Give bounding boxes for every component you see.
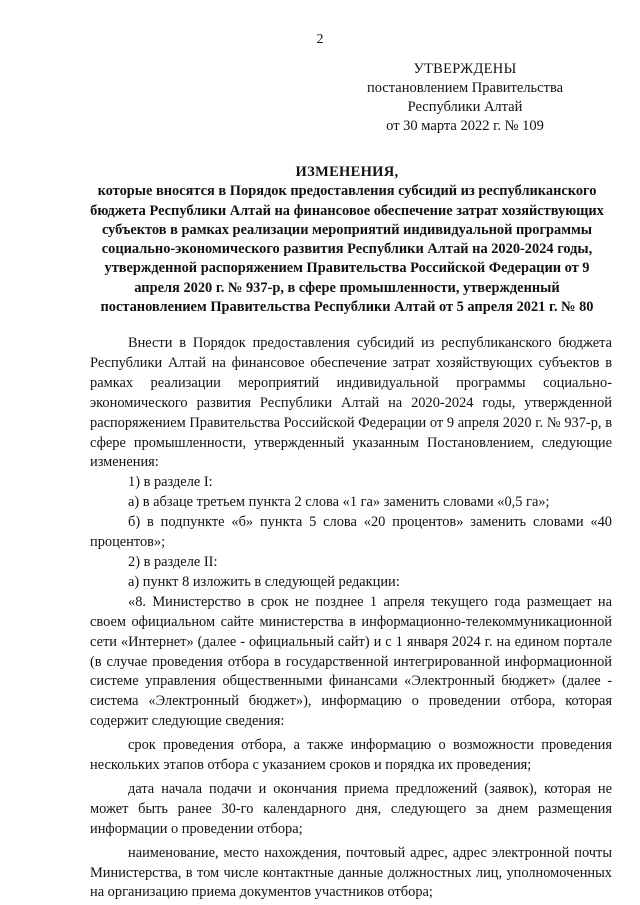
paragraph: дата начала подачи и окончания приема предложений (заявок), которая не может быть ранее 30-го календарного дня, следующего за днем размещения информации о проведении отбора; <box>90 780 612 837</box>
document-heading <box>82 163 612 317</box>
document-body <box>90 334 612 903</box>
approval-title: УТВЕРЖДЕНЫ <box>413 61 517 77</box>
paragraph: б) в подпункте «б» пункта 5 слова «20 процентов» заменить словами «40 процентов»; <box>90 514 612 551</box>
page-number: 2 <box>316 32 324 47</box>
paragraph: Внести в Порядок предоставления субсидий из республиканского бюджета Республики Алтай на финансовое обеспечение затрат хозяйствующих субъектов в рамках реализации мероприятий индивидуальной программы социально-экономического развития Республики Алтай на 2020-2024 годы, утвержденной распоряжением Правительства Российской Федерации от 9 апреля 2020 г. № 937-р, в сфере промышленности, утвержденный указанным Постановлением, следующие изменения: <box>90 335 612 471</box>
paragraph: а) в абзаце третьем пункта 2 слова «1 га» заменить словами «0,5 га»; <box>128 494 550 511</box>
paragraph: срок проведения отбора, а также информацию о возможности проведения нескольких этапов отбора с указанием сроков и порядка их проведения; <box>90 737 612 774</box>
approval-stamp <box>330 60 600 136</box>
document-title: ИЗМЕНЕНИЯ, <box>295 164 399 180</box>
paragraph: 2) в разделе II: <box>128 553 218 570</box>
paragraph: 1) в разделе I: <box>128 474 213 491</box>
approval-line-2: Республики Алтай <box>407 99 523 115</box>
paragraph: а) пункт 8 изложить в следующей редакции: <box>128 573 400 590</box>
paragraph: «8. Министерство в срок не позднее 1 апреля текущего года размещает на своем официальном сайте министерства в информационно-телекоммуникационной сети «Интернет» (далее - официальный сайт) и с 1 января 2024 г. на едином портале (в случае проведения отбора в государственной интегрированной информационной системе управления общественными финансами «Электронный бюджет» (далее - система «Электронный бюджет»), информацию о проведении отбора, которая содержит следующие сведения: <box>90 593 612 730</box>
paragraph: наименование, место нахождения, почтовый адрес, адрес электронной почты Министерства, в том числе контактные данные должностных лиц, уполномоченных на организацию приема документов участников отбора; <box>90 844 612 901</box>
approval-line-3: от 30 марта 2022 г. № 109 <box>386 118 544 134</box>
document-subtitle: которые вносятся в Порядок предоставления субсидий из республиканского бюджета Республики Алтай на финансовое обеспечение затрат хозяйствующих субъектов в рамках реализации мероприятий индивидуальной программы социально-экономического развития Республики Алтай на 2020-2024 годы, утвержденной распоряжением Правительства Российской Федерации от 9 апреля 2020 г. № 937-р, в сфере промышленности, утвержденный постановлением Правительства Республики Алтай от 5 апреля 2021 г. № 80 <box>90 183 604 316</box>
approval-line-1: постановлением Правительства <box>366 80 564 96</box>
